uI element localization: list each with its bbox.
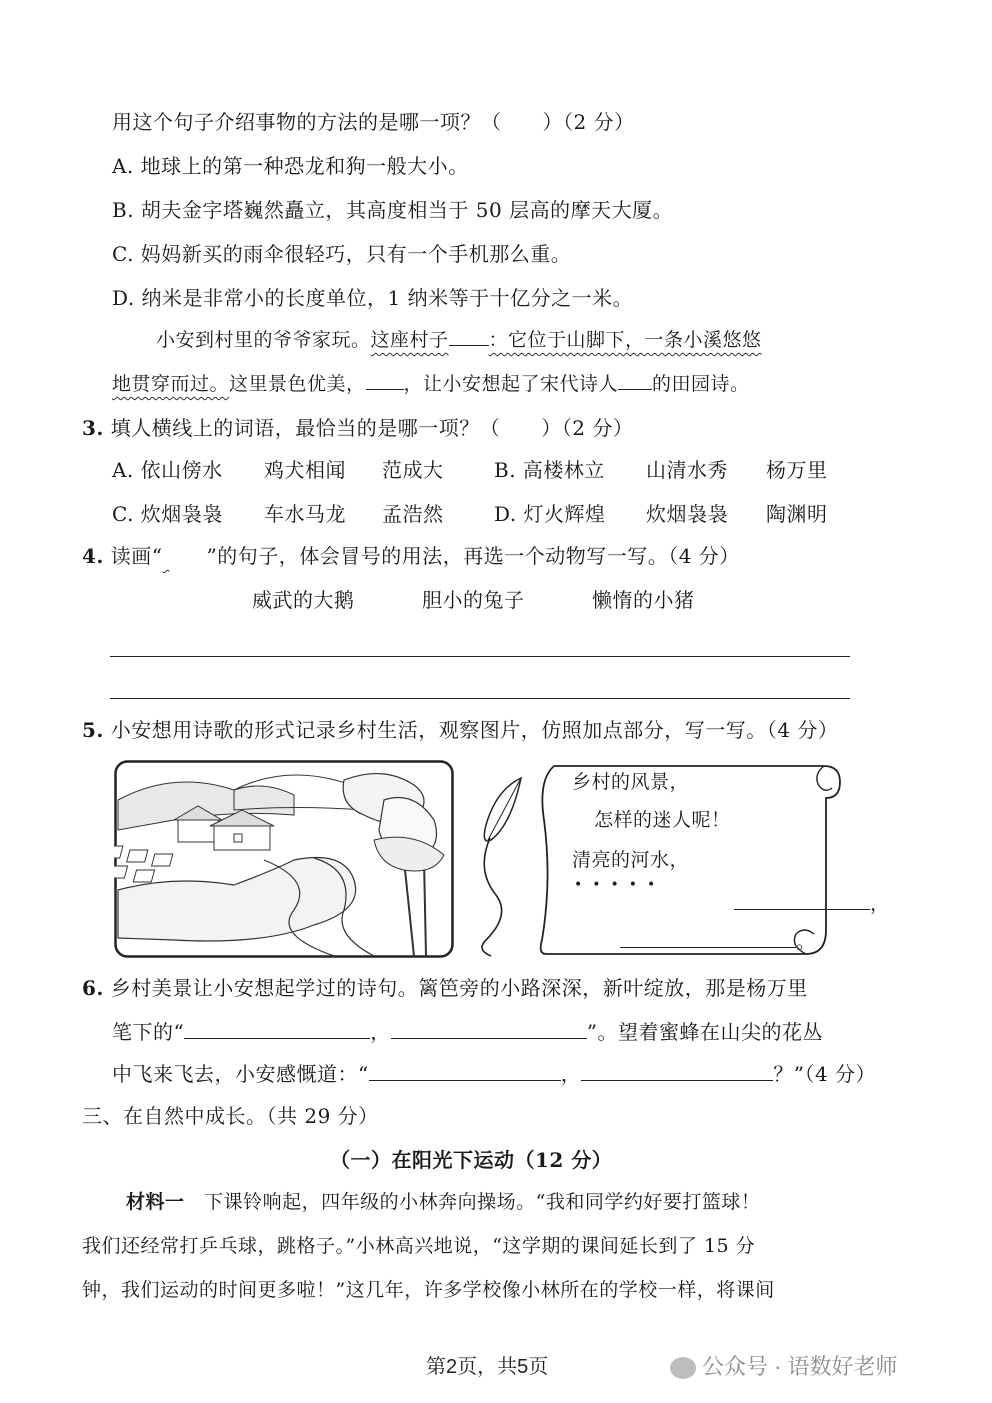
- scroll-line-2: 怎样的迷人呢！: [594, 809, 731, 831]
- q3-row-2: C. 炊烟袅袅 车水马龙 孟浩然 D. 灯火辉煌 炊烟袅袅 陶渊明: [112, 502, 828, 526]
- option-a: A. 地球上的第一种恐龙和狗一般大小。: [112, 154, 469, 178]
- watermark: 公众号 · 语数好老师: [670, 1350, 898, 1381]
- q4-animals: 威武的大鹅 胆小的兔子 懒惰的小猪: [252, 588, 695, 612]
- section-3-title: 三、在自然中成长。（共 29 分）: [82, 1104, 379, 1128]
- q4-stem: 4. 读画“ ”的句子，体会冒号的用法，再选一个动物写一写。（4 分）: [82, 544, 740, 568]
- question-stem: 用这个句子介绍事物的方法的是哪一项？（ ）（2 分）: [112, 110, 635, 134]
- feather-pen-icon: [466, 770, 536, 960]
- option-d: D. 纳米是非常小的长度单位，1 纳米等于十亿分之一米。: [112, 286, 634, 310]
- passage-line-1: 小安到村里的爷爷家玩。这座村子 ：它位于山脚下，一条小溪悠悠: [156, 329, 762, 351]
- village-landscape-picture: [114, 760, 454, 958]
- wechat-icon: [670, 1357, 696, 1379]
- q5-stem: 5. 小安想用诗歌的形式记录乡村生活，观察图片，仿照加点部分，写一写。（4 分）: [82, 718, 839, 742]
- scroll-blank-2[interactable]: 。: [620, 928, 816, 956]
- q6-line-2: 笔下的“ ， ”。望着蜜蜂在山尖的花丛: [112, 1020, 823, 1044]
- scroll-line-1: 乡村的风景，: [572, 771, 690, 793]
- q6-line-1: 6. 乡村美景让小安想起学过的诗句。篱笆旁的小路深深，新叶绽放，那是杨万里: [82, 976, 808, 1000]
- scroll-blank-1[interactable]: ，: [734, 890, 890, 918]
- scroll-line-3: 清亮的河水， •••••: [572, 849, 690, 893]
- q3-stem: 3. 填人横线上的词语，最恰当的是哪一项？（ ）（2 分）: [82, 416, 634, 440]
- answer-line-1[interactable]: [110, 656, 850, 657]
- page-number: 第2页，共5页: [426, 1356, 549, 1378]
- material-line-3: 钟，我们运动的时间更多啦！”这几年，许多学校像小林所在的学校一样，将课间: [82, 1279, 775, 1301]
- material-line-2: 我们还经常打乒乓球，跳格子。”小林高兴地说，“这学期的课间延长到了 15 分: [82, 1235, 756, 1257]
- answer-line-2[interactable]: [110, 698, 850, 699]
- section-3-subtitle: （一）在阳光下运动（12 分）: [330, 1148, 613, 1172]
- option-b: B. 胡夫金字塔巍然矗立，其高度相当于 50 层高的摩天大厦。: [112, 198, 674, 222]
- material-line-1: 材料一 下课铃响起，四年级的小林奔向操场。“我和同学约好要打篮球！: [126, 1191, 761, 1213]
- passage-line-2: 地贯穿而过。这里景色优美， ，让小安想起了宋代诗人 的田园诗。: [112, 373, 750, 395]
- option-c: C. 妈妈新买的雨伞很轻巧，只有一个手机那么重。: [112, 242, 572, 266]
- q3-row-1: A. 依山傍水 鸡犬相闻 范成大 B. 高楼林立 山清水秀 杨万里: [112, 458, 828, 482]
- q6-line-3: 中飞来飞去，小安感慨道：“ ， ？”（4 分）: [112, 1062, 877, 1086]
